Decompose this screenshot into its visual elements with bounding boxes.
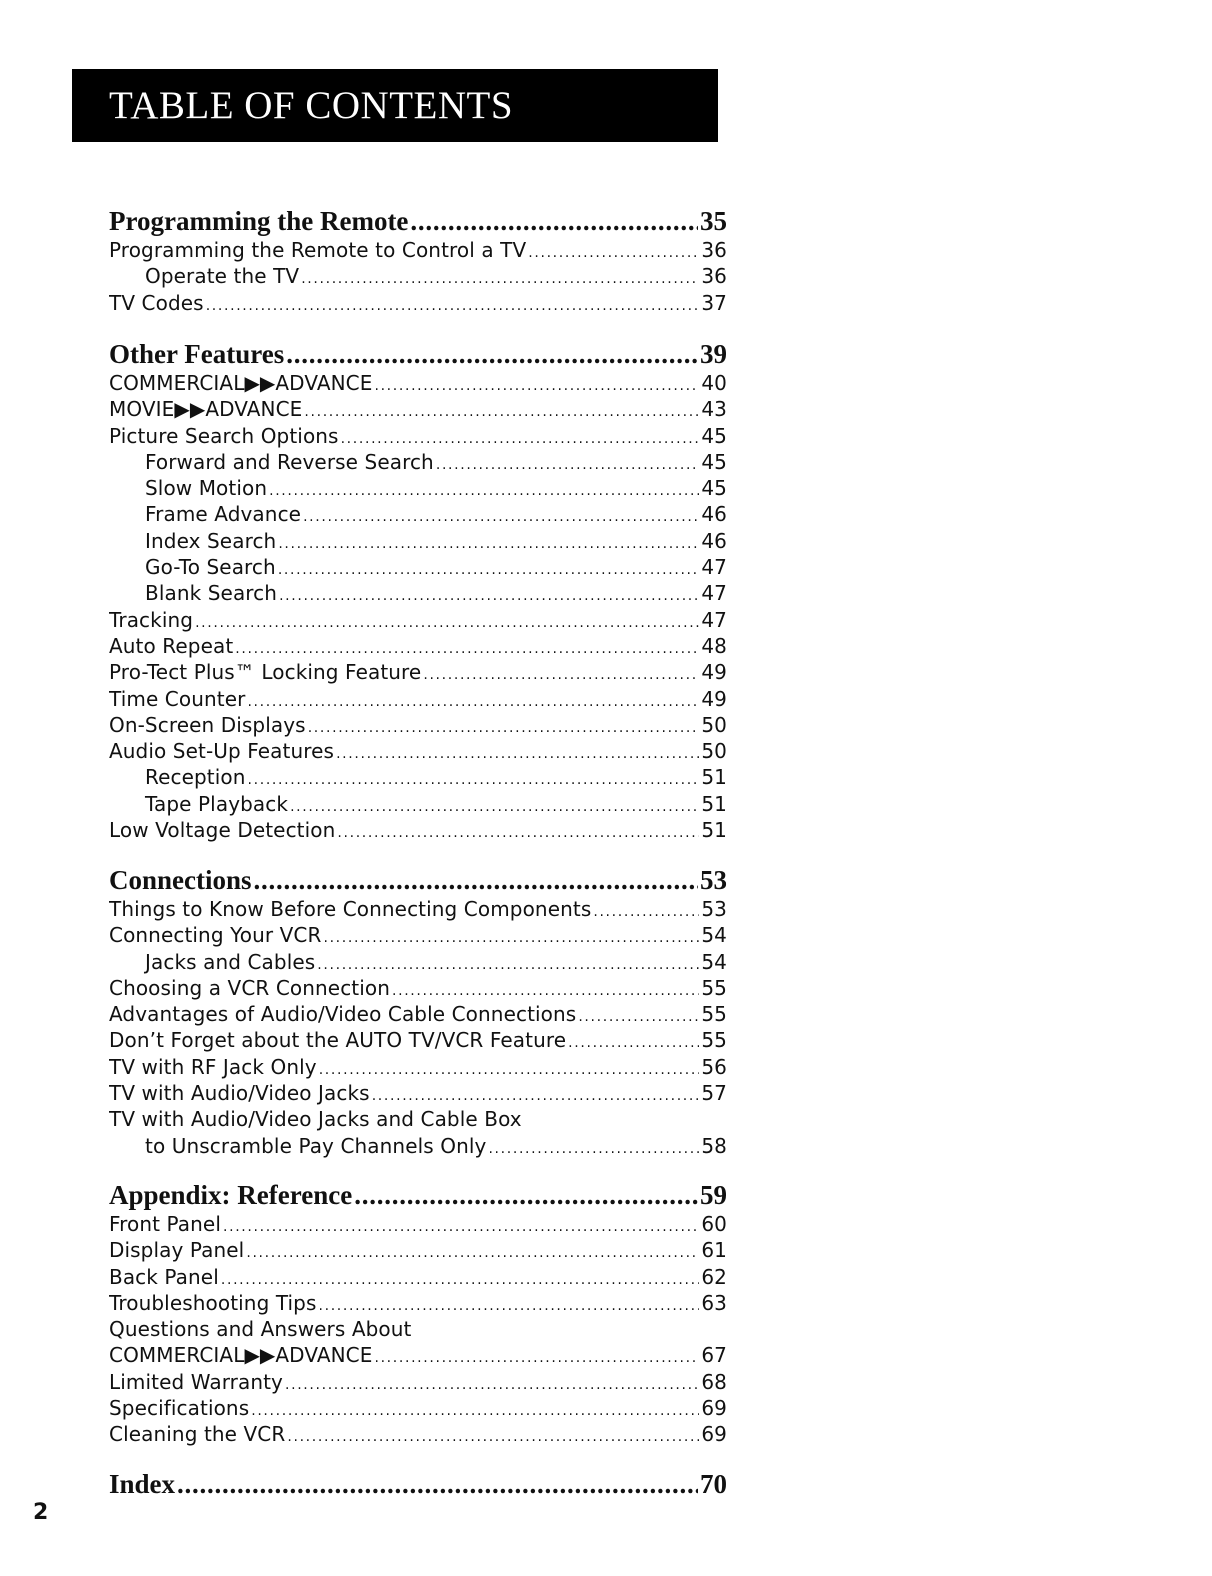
entry-label: Front Panel bbox=[109, 1212, 221, 1236]
entry-label: Tape Playback bbox=[145, 791, 289, 816]
section-page: 53 bbox=[700, 865, 727, 895]
entry-page: 55 bbox=[701, 1028, 727, 1053]
entry-label: On-Screen Displays bbox=[109, 712, 306, 737]
toc-entry bbox=[109, 580, 727, 606]
toc-section bbox=[109, 1179, 727, 1448]
dot-leader bbox=[206, 293, 700, 316]
dot-leader bbox=[279, 583, 699, 606]
dot-leader bbox=[372, 1083, 700, 1106]
dot-leader bbox=[247, 689, 699, 712]
entry-page: 47 bbox=[701, 555, 727, 580]
entry-label: Display Panel bbox=[109, 1238, 245, 1263]
entry-label: Programming the Remote to Control a TV bbox=[109, 238, 527, 262]
entry-label: Audio Set-Up Features bbox=[109, 739, 335, 764]
dot-leader bbox=[278, 557, 700, 580]
entry-label: Operate the TV bbox=[145, 264, 300, 289]
dot-leader bbox=[177, 1468, 698, 1500]
entry-label: Connecting Your VCR bbox=[109, 923, 322, 948]
entry-page: 51 bbox=[701, 765, 727, 790]
toc-entry bbox=[109, 423, 727, 449]
toc-entry bbox=[109, 1264, 727, 1290]
toc-entry bbox=[109, 712, 727, 738]
entry-label: Specifications bbox=[109, 1396, 250, 1421]
section-heading bbox=[109, 338, 727, 370]
toc-entry bbox=[109, 1290, 727, 1316]
entry-page: 57 bbox=[701, 1081, 727, 1106]
entry-page: 55 bbox=[701, 1002, 727, 1027]
page-title: TABLE OF CONTENTS bbox=[109, 84, 514, 127]
dot-leader bbox=[337, 820, 699, 843]
toc-entry bbox=[109, 764, 727, 790]
entry-page: 62 bbox=[701, 1264, 727, 1289]
dot-leader bbox=[278, 531, 699, 554]
dot-leader bbox=[436, 452, 700, 475]
toc-entry bbox=[109, 290, 727, 316]
dot-leader bbox=[354, 1179, 698, 1211]
dot-leader bbox=[578, 1004, 699, 1027]
toc-entry bbox=[109, 449, 727, 475]
entry-page: 55 bbox=[701, 975, 727, 1000]
dot-leader bbox=[593, 899, 699, 922]
dot-leader bbox=[341, 426, 700, 449]
toc-section bbox=[109, 338, 727, 843]
entry-page: 47 bbox=[701, 607, 727, 632]
toc-section bbox=[109, 205, 727, 316]
entry-label: Back Panel bbox=[109, 1264, 219, 1289]
toc-entry bbox=[109, 686, 727, 712]
toc-section bbox=[109, 864, 727, 1159]
section-page: 59 bbox=[700, 1180, 727, 1210]
entry-page: 49 bbox=[701, 686, 727, 711]
toc-entry bbox=[109, 1001, 727, 1027]
dot-leader bbox=[235, 636, 699, 659]
toc-entry bbox=[109, 554, 727, 580]
toc-entry bbox=[109, 528, 727, 554]
dot-leader bbox=[246, 1240, 699, 1263]
entry-page: 69 bbox=[701, 1396, 727, 1421]
toc-entry bbox=[109, 1211, 727, 1237]
entry-label: Limited Warranty bbox=[109, 1369, 283, 1394]
section-heading bbox=[109, 864, 727, 896]
entry-label: MOVIE▶▶ADVANCE bbox=[109, 397, 303, 422]
entry-page: 40 bbox=[701, 371, 727, 395]
toc-entry bbox=[109, 501, 727, 527]
entry-label: TV with RF Jack Only bbox=[109, 1054, 317, 1079]
entry-page: 56 bbox=[701, 1054, 727, 1079]
entry-page: 63 bbox=[701, 1290, 727, 1315]
entry-page: 45 bbox=[701, 449, 727, 474]
toc-entry bbox=[109, 949, 727, 975]
section-heading bbox=[109, 1468, 727, 1500]
toc-entry bbox=[109, 1395, 727, 1421]
entry-label: Cleaning the VCR bbox=[109, 1422, 286, 1447]
entry-label: to Unscramble Pay Channels Only bbox=[145, 1133, 487, 1158]
section-title: Connections bbox=[109, 865, 252, 895]
entry-page: 45 bbox=[701, 423, 727, 448]
entry-page: 46 bbox=[701, 502, 727, 527]
entry-page: 47 bbox=[701, 581, 727, 606]
entry-label: TV with Audio/Video Jacks bbox=[109, 1081, 370, 1106]
entry-page: 48 bbox=[701, 633, 727, 658]
entry-label: Time Counter bbox=[109, 686, 246, 711]
entry-label: Advantages of Audio/Video Cable Connections bbox=[109, 1002, 577, 1027]
entry-label: Index Search bbox=[145, 528, 277, 553]
toc-entry bbox=[109, 237, 727, 263]
entry-label: Things to Know Before Connecting Components bbox=[109, 897, 592, 921]
section-heading bbox=[109, 1179, 727, 1211]
entry-page: 51 bbox=[701, 818, 727, 843]
dot-leader bbox=[319, 1057, 700, 1080]
entry-page: 36 bbox=[701, 238, 727, 262]
dot-leader bbox=[269, 478, 699, 501]
dot-leader bbox=[221, 1267, 699, 1290]
entry-label: Troubleshooting Tips bbox=[109, 1290, 317, 1315]
entry-page: 37 bbox=[701, 290, 727, 315]
toc-entry bbox=[109, 975, 727, 1001]
entry-label: Don’t Forget about the AUTO TV/VCR Feature bbox=[109, 1028, 567, 1053]
dot-leader bbox=[303, 504, 699, 527]
dot-leader bbox=[251, 1398, 699, 1421]
entry-label: TV with Audio/Video Jacks and Cable Box bbox=[109, 1107, 522, 1132]
toc-entry bbox=[109, 396, 727, 422]
entry-label: Questions and Answers About bbox=[109, 1317, 412, 1342]
toc-entry bbox=[109, 659, 727, 685]
dot-leader bbox=[254, 864, 698, 896]
toc-entry bbox=[109, 1421, 727, 1447]
dot-leader bbox=[568, 1030, 699, 1053]
dot-leader bbox=[410, 205, 698, 237]
entry-page: 54 bbox=[701, 923, 727, 948]
entry-label: Picture Search Options bbox=[109, 423, 339, 448]
dot-leader bbox=[248, 767, 700, 790]
entry-page: 68 bbox=[701, 1369, 727, 1394]
section-heading bbox=[109, 205, 727, 237]
entry-page: 36 bbox=[701, 264, 727, 289]
toc-entry bbox=[109, 1237, 727, 1263]
toc-entry bbox=[109, 922, 727, 948]
entry-label: Low Voltage Detection bbox=[109, 818, 336, 843]
entry-page: 58 bbox=[701, 1133, 727, 1158]
dot-leader bbox=[488, 1136, 699, 1159]
entry-page: 51 bbox=[701, 791, 727, 816]
toc-entry bbox=[109, 633, 727, 659]
toc-entry bbox=[109, 738, 727, 764]
entry-page: 53 bbox=[701, 897, 727, 921]
dot-leader bbox=[285, 1372, 699, 1395]
entry-page: 67 bbox=[701, 1343, 727, 1368]
entry-page: 69 bbox=[701, 1422, 727, 1447]
entry-page: 49 bbox=[701, 660, 727, 685]
entry-label: Auto Repeat bbox=[109, 633, 234, 658]
entry-label: Slow Motion bbox=[145, 476, 268, 501]
section-title: Programming the Remote bbox=[109, 206, 409, 236]
dot-leader bbox=[308, 715, 700, 738]
entry-label: Go-To Search bbox=[145, 555, 276, 580]
entry-page: 50 bbox=[701, 739, 727, 764]
entry-label: Forward and Reverse Search bbox=[145, 449, 434, 474]
entry-page: 43 bbox=[701, 397, 727, 422]
toc-entry bbox=[109, 263, 727, 289]
toc-entry bbox=[109, 370, 727, 396]
dot-leader bbox=[317, 952, 699, 975]
dot-leader bbox=[374, 1345, 699, 1368]
dot-leader bbox=[423, 662, 699, 685]
toc-entry bbox=[109, 1316, 727, 1342]
entry-label: Frame Advance bbox=[145, 502, 302, 527]
entry-label: Jacks and Cables bbox=[145, 949, 316, 974]
toc-entry bbox=[109, 1369, 727, 1395]
section-page: 35 bbox=[700, 206, 727, 236]
toc-entry bbox=[109, 1133, 727, 1159]
toc-entry bbox=[109, 896, 727, 922]
section-title: Appendix: Reference bbox=[109, 1180, 353, 1210]
entry-label: Reception bbox=[145, 765, 246, 790]
dot-leader bbox=[528, 240, 699, 263]
dot-leader bbox=[319, 1293, 700, 1316]
entry-page: 61 bbox=[701, 1238, 727, 1263]
section-title: Other Features bbox=[109, 339, 285, 369]
section-page: 39 bbox=[700, 339, 727, 369]
toc-entry bbox=[109, 1054, 727, 1080]
entry-page: 60 bbox=[701, 1212, 727, 1236]
dot-leader bbox=[286, 338, 698, 370]
dot-leader bbox=[301, 266, 699, 289]
section-title: Index bbox=[109, 1469, 176, 1499]
toc-entry bbox=[109, 1342, 727, 1368]
entry-label: TV Codes bbox=[109, 290, 204, 315]
entry-label: COMMERCIAL▶▶ADVANCE bbox=[109, 1343, 373, 1368]
dot-leader bbox=[223, 1214, 699, 1237]
dot-leader bbox=[374, 373, 699, 396]
toc-entry bbox=[109, 817, 727, 843]
dot-leader bbox=[336, 741, 699, 764]
dot-leader bbox=[304, 399, 699, 422]
entry-label: Tracking bbox=[109, 607, 194, 632]
entry-page: 45 bbox=[701, 476, 727, 501]
toc-entry bbox=[109, 607, 727, 633]
section-page: 70 bbox=[700, 1469, 727, 1499]
dot-leader bbox=[323, 925, 699, 948]
toc-entry bbox=[109, 791, 727, 817]
entry-label: COMMERCIAL▶▶ADVANCE bbox=[109, 371, 373, 395]
dot-leader bbox=[287, 1424, 699, 1447]
entry-label: Pro-Tect Plus™ Locking Feature bbox=[109, 660, 422, 685]
dot-leader bbox=[195, 610, 699, 633]
entry-label: Blank Search bbox=[145, 581, 278, 606]
entry-page: 54 bbox=[701, 949, 727, 974]
toc-entry bbox=[109, 1106, 727, 1132]
entry-page: 50 bbox=[701, 712, 727, 737]
dot-leader bbox=[290, 794, 699, 817]
toc-entry bbox=[109, 475, 727, 501]
page-number: 2 bbox=[33, 1500, 49, 1525]
toc-entry bbox=[109, 1027, 727, 1053]
toc-entry bbox=[109, 1080, 727, 1106]
dot-leader bbox=[392, 978, 699, 1001]
entry-page: 46 bbox=[701, 528, 727, 553]
toc-section bbox=[109, 1468, 727, 1500]
entry-label: Choosing a VCR Connection bbox=[109, 975, 390, 1000]
